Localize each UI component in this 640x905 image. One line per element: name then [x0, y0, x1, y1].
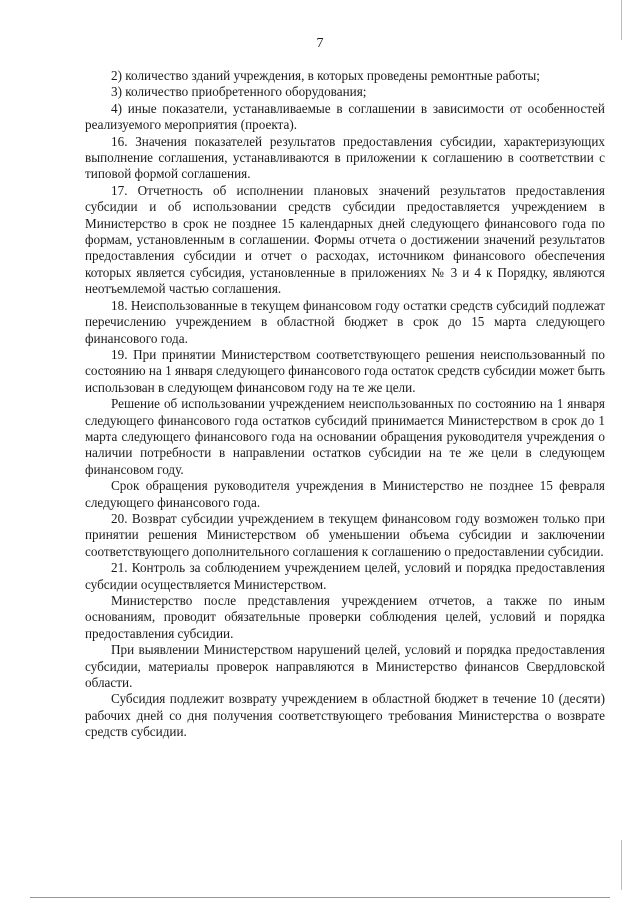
paragraph-16: 16. Значения показателей результатов предоставления субсидии, характеризующих выполнение соглашения, устанавливаются в приложении к соглашению в соответствии с типовой формой соглашения.: [85, 133, 605, 182]
paragraph-20: 20. Возврат субсидии учреждением в текущем финансовом году возможен только при принятии решения Министерством об уменьшении объема субсидии и заключении соответствующего дополнительного соглашения к соглашению о предоставлении субсидии.: [85, 510, 605, 559]
paragraph-21-inspections: Министерство после представления учреждением отчетов, а также по иным основаниям, проводит обязательные проверки соблюдения целей, условий и порядка предоставления субсидии.: [85, 593, 605, 641]
scan-edge-line: [621, 0, 622, 40]
paragraph-19-decision: Решение об использовании учреждением неиспользованных по состоянию на 1 января следующего финансового года остатков субсидий принимается Министерством в срок до 1 марта следующего финансового года на основании обращения руководителя учреждения о наличии потребности в направлении остатков субсидии на те же цели в следующем финансовом году.: [85, 396, 605, 477]
scan-edge-line: [621, 840, 622, 890]
paragraph-18: 18. Неиспользованные в текущем финансовом году остатки средств субсидий подлежат перечислению учреждением в областной бюджет в срок до 15 марта следующего финансового года.: [85, 297, 605, 346]
paragraph-item-3: 3) количество приобретенного оборудования;: [111, 84, 367, 100]
page-number: 7: [316, 36, 324, 51]
paragraph-19-deadline: Срок обращения руководителя учреждения в Министерство не позднее 15 февраля следующего финансового года.: [85, 478, 605, 510]
paragraph-17: 17. Отчетность об исполнении плановых значений результатов предоставления субсидии и об использовании средств субсидии предоставляется учреждением в Министерство в срок не позднее 15 календарных дней следующего финансового года по формам, установленным в соглашении. Формы отчета о достижении значений результатов предоставления субсидии и отчет о расходах, источником финансового обеспечения которых является субсидия, установленные в приложениях № 3 и 4 к Порядку, являются неотъемлемой частью соглашения.: [85, 182, 605, 297]
paragraph-19: 19. При принятии Министерством соответствующего решения неиспользованный по состоянию на 1 января следующего финансового года остаток средств субсидии может быть использован в следующем финансовом году на те же цели.: [85, 346, 605, 395]
paragraph-21-refund: Субсидия подлежит возврату учреждением в областной бюджет в течение 10 (десяти) рабочих дней со дня получения соответствующего требования Министерства о возврате средств субсидии.: [85, 691, 605, 740]
paragraph-21-violations: При выявлении Министерством нарушений целей, условий и порядка предоставления субсидии, материалы проверок направляются в Министерство финансов Свердловской области.: [85, 642, 605, 691]
paragraph-item-4: 4) иные показатели, устанавливаемые в соглашении в зависимости от особенностей реализуемого мероприятия (проекта).: [85, 100, 605, 133]
scan-bottom-line: [30, 897, 610, 898]
paragraph-21: 21. Контроль за соблюдением учреждением целей, условий и порядка предоставления субсидии осуществляется Министерством.: [85, 560, 605, 592]
document-body: [85, 68, 605, 741]
paragraph-item-2: 2) количество зданий учреждения, в которых проведены ремонтные работы;: [111, 68, 540, 83]
